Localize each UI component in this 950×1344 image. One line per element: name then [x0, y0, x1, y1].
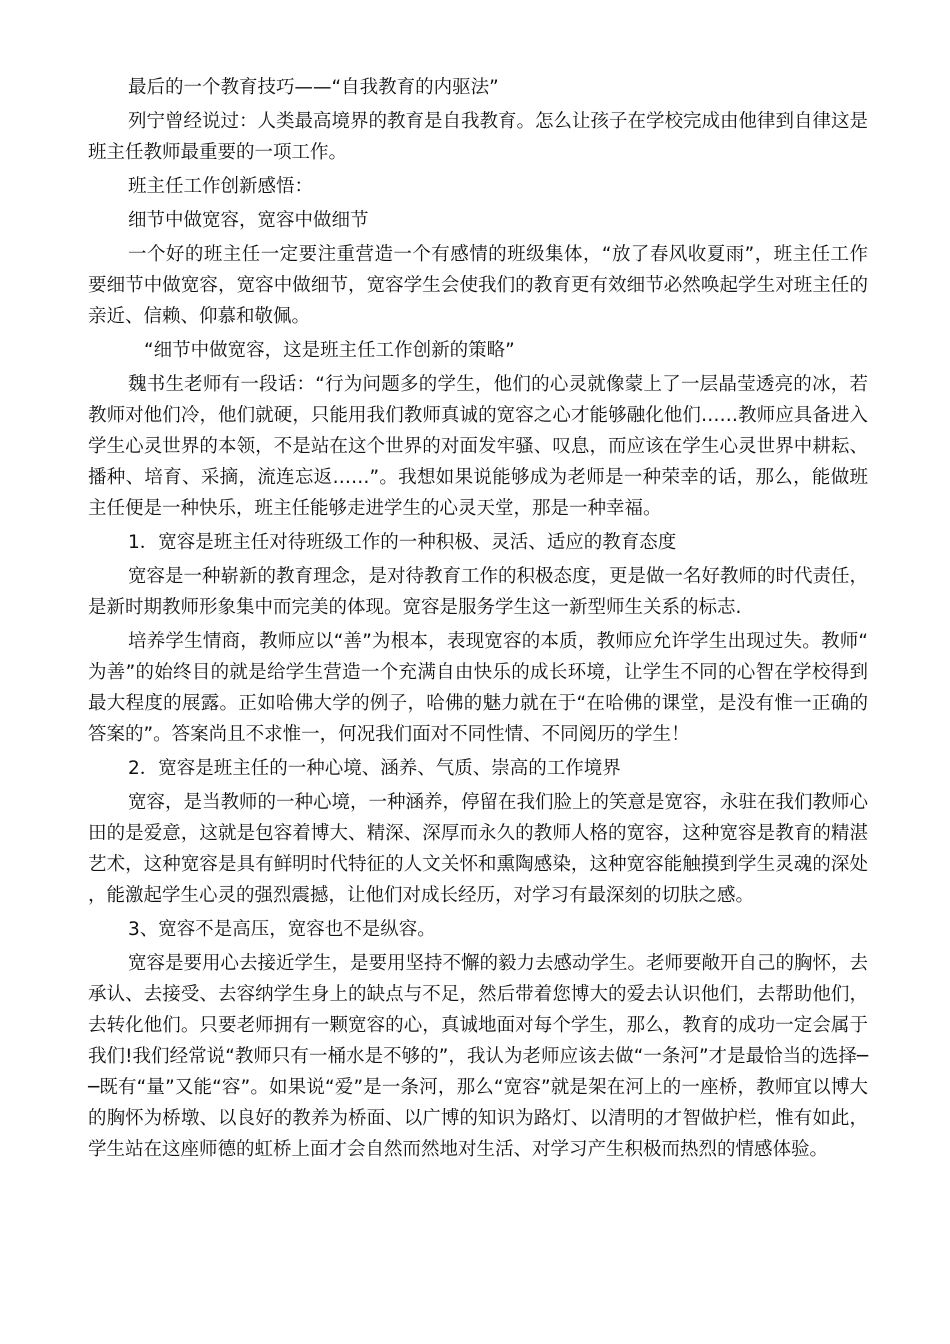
paragraph-point-3-body: 宽容是要用心去接近学生，是要用坚持不懈的毅力去感动学生。老师要敞开自己的胸怀，去承认、去接受、去容纳学生身上的缺点与不足，然后带着您博大的爱去认识他们，去帮助他们，去转化他们。只要老师拥有一颗宽容的心，真诚地面对每个学生，那么，教育的成功一定会属于我们!我们经常说“教师只有一桶水是不够的”，我认为老师应该去做“一条河”才是最恰当的选择──既有“量”又能“容”。如果说“爱”是一条河，那么“宽容”就是架在河上的一座桥，教师宜以博大的胸怀为桥墩、以良好的教养为桥面、以广博的知识为路灯、以清明的才智做护栏，惟有如此，学生站在这座师德的虹桥上面才会自然而然地对生活、对学习产生积极而热烈的情感体验。 [88, 953, 869, 1160]
paragraph-lenin-quote: 列宁曾经说过：人类最高境界的教育是自我教育。怎么让孩子在学校完成由他律到自律这是班主任教师最重要的一项工作。 [88, 111, 869, 163]
paragraph-strategy-quote: “细节中做宽容，这是班主任工作创新的策略” [144, 340, 515, 361]
paragraph-good-teacher: 一个好的班主任一定要注重营造一个有感情的班级集体，“放了春风收夏雨”，班主任工作要细节中做宽容，宽容中做细节，宽容学生会使我们的教育更有效细节必然唤起学生对班主任的亲近、信赖、仰慕和敬佩。 [88, 244, 868, 327]
paragraph-point-3-heading: 3、宽容不是高压，宽容也不是纵容。 [128, 919, 436, 940]
paragraph-subtitle: 细节中做宽容，宽容中做细节 [128, 210, 369, 231]
paragraph-point-2-body: 宽容，是当教师的一种心境，一种涵养，停留在我们脸上的笑意是宽容，永驻在我们教师心田的是爱意，这就是包容着博大、精深、深厚而永久的教师人格的宽容，这种宽容是教育的精湛艺术，这种宽容是具有鲜明时代特征的人文关怀和熏陶感染，这种宽容能触摸到学生灵魂的深处，能激起学生心灵的强烈震撼，让他们对成长经历，对学习有最深刻的切肤之感。 [88, 792, 869, 906]
paragraph-heading-intro: 最后的一个教育技巧——“自我教育的内驱法” [128, 77, 499, 98]
paragraph-point-1-body: 宽容是一种崭新的教育理念，是对待教育工作的积极态度，更是做一名好教师的时代责任，是新时期教师形象集中而完美的体现。宽容是服务学生这一新型师生关系的标志. [88, 566, 869, 618]
paragraph-section-label: 班主任工作创新感悟： [128, 176, 314, 197]
paragraph-eq-training: 培养学生情商，教师应以“善”为根本，表现宽容的本质，教师应允许学生出现过失。教师“为善”的始终目的就是给学生营造一个充满自由快乐的成长环境，让学生不同的心智在学校得到最大程度的展露。正如哈佛大学的例子，哈佛的魅力就在于“在哈佛的课堂，是没有惟一正确的答案的”。答案尚且不求惟一，何况我们面对不同性情、不同阅历的学生！ [88, 631, 868, 745]
document-body [88, 72, 868, 1168]
paragraph-wei-shusheng: 魏书生老师有一段话：“行为问题多的学生，他们的心灵就像蒙上了一层晶莹透亮的冰，若教师对他们冷，他们就硬，只能用我们教师真诚的宽容之心才能够融化他们……教师应具备进入学生心灵世界的本领，不是站在这个世界的对面发牢骚、叹息，而应该在学生心灵世界中耕耘、播种、培育、采摘，流连忘返……”。我想如果说能够成为老师是一种荣幸的话，那么，能做班主任便是一种快乐，班主任能够走进学生的心灵天堂，那是一种幸福。 [88, 374, 868, 519]
paragraph-point-1-heading: 1．宽容是班主任对待班级工作的一种积极、灵活、适应的教育态度 [128, 532, 677, 553]
paragraph-point-2-heading: 2．宽容是班主任的一种心境、涵养、气质、崇高的工作境界 [128, 758, 621, 779]
